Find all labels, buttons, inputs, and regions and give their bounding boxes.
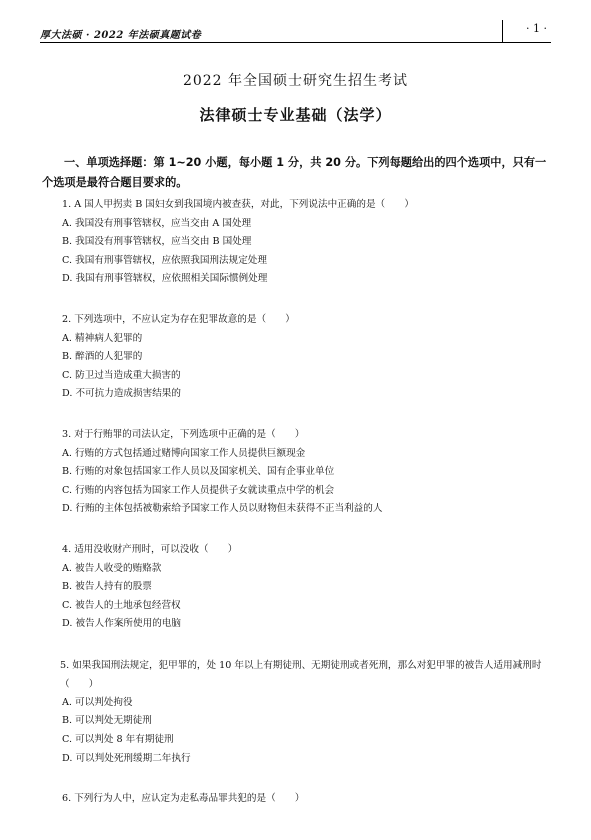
option-d: D. 可以判处死刑缓期二年执行	[62, 752, 191, 764]
question-stem: 1. A 国人甲拐卖 B 国妇女到我国境内被查获，对此，下列说法中正确的是（ ）	[62, 199, 414, 210]
header-title: 厚大法硕 · 2022 年法硕真题试卷	[40, 30, 202, 41]
question-3	[62, 426, 562, 519]
option-a: A. 可以判处拘役	[62, 696, 133, 708]
option-b: B. 我国没有刑事管辖权，应当交由 B 国处理	[62, 236, 252, 248]
option-c: C. 我国有刑事管辖权，应依照我国刑法规定处理	[62, 254, 267, 266]
option-b: B. 被告人持有的股票	[62, 581, 152, 593]
option-c: C. 行贿的内容包括为国家工作人员提供子女就读重点中学的机会	[62, 484, 335, 496]
option-d: D. 被告人作案所使用的电脑	[62, 618, 181, 630]
header-divider	[502, 20, 503, 42]
question-2	[62, 311, 562, 404]
option-d: D. 不可抗力造成损害结果的	[62, 388, 181, 400]
question-5	[62, 656, 562, 768]
option-a: A. 行贿的方式包括通过赌博向国家工作人员提供巨额现金	[62, 447, 306, 459]
option-c: C. 被告人的土地承包经营权	[62, 599, 181, 611]
page-header	[40, 22, 551, 43]
subject-title: 法律硕士专业基础（法学）	[199, 106, 392, 124]
option-a: A. 被告人收受的贿赂款	[62, 562, 162, 574]
option-a: A. 我国没有刑事管辖权，应当交由 A 国处理	[62, 217, 252, 229]
option-d: D. 行贿的主体包括被勒索给予国家工作人员以财物但未获得不正当利益的人	[62, 503, 383, 515]
option-b: B. 可以判处无期徒刑	[62, 715, 152, 727]
question-6	[62, 790, 562, 809]
question-list	[62, 196, 562, 831]
question-stem: 3. 对于行贿罪的司法认定，下列选项中正确的是（ ）	[62, 428, 305, 440]
option-c: C. 可以判处 8 年有期徒刑	[62, 734, 174, 746]
question-stem: 6. 下列行为人中，应认定为走私毒品罪共犯的是（ ）	[62, 793, 305, 805]
exam-title: 2022 年全国硕士研究生招生考试	[182, 73, 409, 89]
question-1	[62, 196, 562, 289]
question-4	[62, 541, 562, 634]
page-number: · 1 ·	[526, 22, 547, 35]
option-b: B. 行贿的对象包括国家工作人员以及国家机关、国有企事业单位	[62, 466, 335, 478]
question-stem: 5. 如果我国刑法规定，犯甲罪的，处 10 年以上有期徒刑、无期徒刑或者死刑，那么对犯甲罪的被告人适用减刑时（ ）	[60, 659, 542, 690]
section-heading: 一、单项选择题：第 1~20 小题，每小题 1 分，共 20 分。下列每题给出的四个选项中，只有一个选项是最符合题目要求的。	[42, 156, 547, 189]
option-d: D. 我国有刑事管辖权，应依照相关国际惯例处理	[62, 273, 268, 285]
question-stem: 2. 下列选项中，不应认定为存在犯罪故意的是（ ）	[62, 313, 295, 325]
option-c: C. 防卫过当造成重大损害的	[62, 369, 181, 381]
question-stem: 4. 适用没收财产刑时，可以没收（ ）	[62, 543, 238, 555]
option-a: A. 精神病人犯罪的	[62, 332, 143, 344]
option-b: B. 醉酒的人犯罪的	[62, 351, 143, 363]
